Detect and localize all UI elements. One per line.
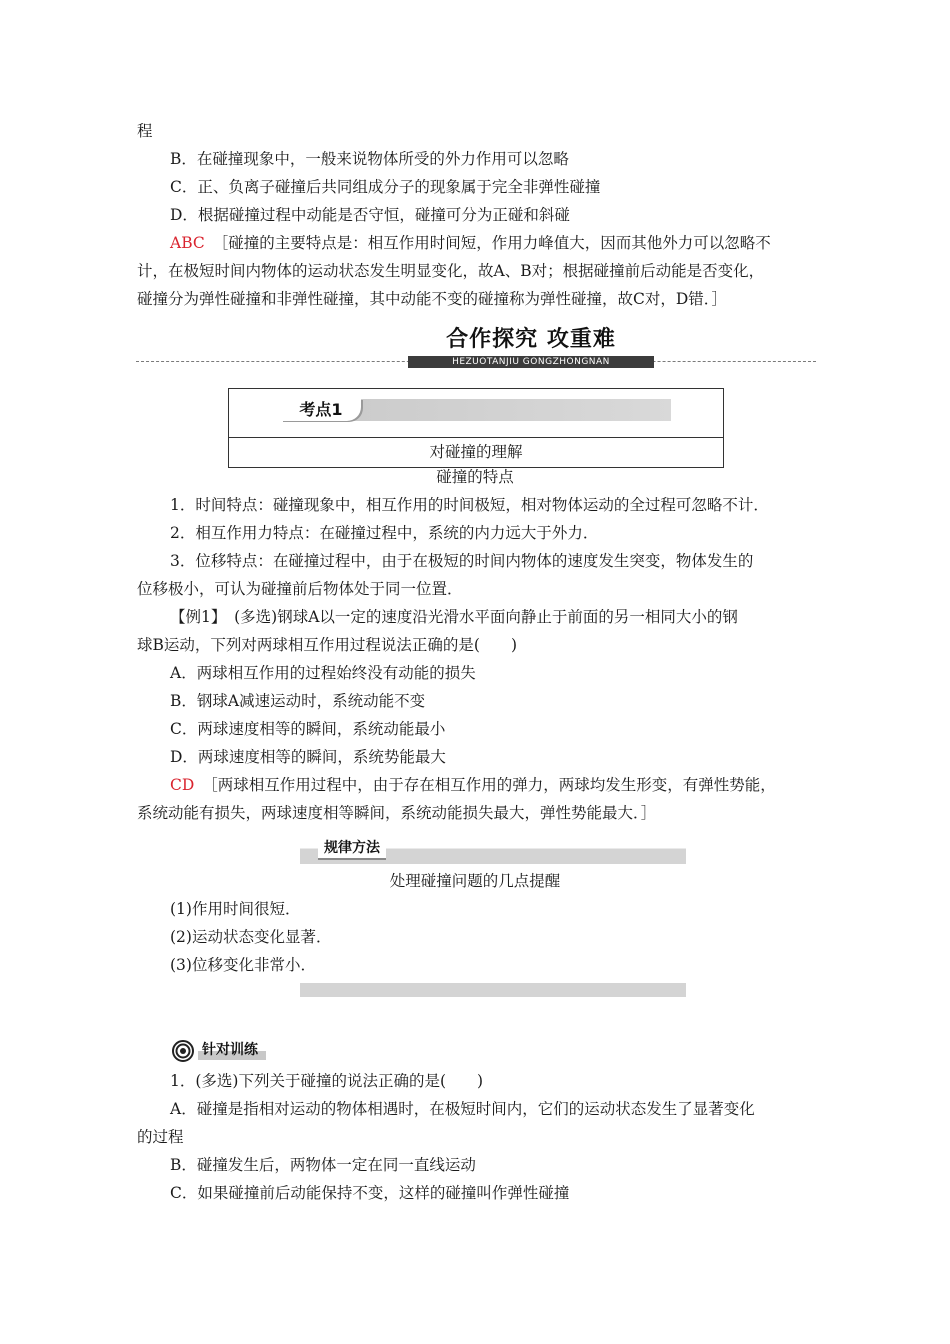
target-icon — [172, 1040, 194, 1062]
method-label: 规律方法 — [318, 838, 386, 860]
feature-item-1: 1．时间特点：碰撞现象中，相互作用的时间极短，相对物体运动的全过程可忽略不计． — [170, 496, 769, 514]
feature-item-3: 3．位移特点：在碰撞过程中，由于在极短的时间内物体的速度发生突变，物体发生的 — [170, 552, 754, 570]
example-option-b: B．钢球A减速运动时，系统动能不变 — [170, 692, 426, 710]
banner-title: 合作探究 攻重难 — [446, 327, 616, 352]
topic-label: 考点1 — [281, 399, 361, 421]
training-q1-option-c: C．如果碰撞前后动能保持不变，这样的碰撞叫作弹性碰撞 — [170, 1184, 570, 1202]
example-option-d: D．两球速度相等的瞬间，系统势能最大 — [170, 748, 446, 766]
answer-explanation-line-3: 碰撞分为弹性碰撞和非弹性碰撞，其中动能不变的碰撞称为弹性碰撞，故C对，D错．］ — [137, 290, 728, 308]
question-continuation: 程 — [137, 122, 153, 140]
example-answer-line-2: 系统动能有损失，两球速度相等瞬间，系统动能损失最大，弹性势能最大．］ — [137, 804, 657, 822]
option-b: B．在碰撞现象中，一般来说物体所受的外力作用可以忽略 — [170, 150, 569, 168]
example-stem-1: 【例1】 (多选)钢球A以一定的速度沿光滑水平面向静止于前面的另一相同大小的钢 — [170, 608, 738, 626]
training-q1-stem: 1．(多选)下列关于碰撞的说法正确的是( ) — [170, 1072, 484, 1090]
answer-explanation-line-1 — [170, 232, 771, 254]
example-option-c: C．两球速度相等的瞬间，系统动能最小 — [170, 720, 446, 738]
example-answer-line-1 — [170, 774, 776, 796]
section-banner — [136, 325, 816, 369]
example-answer-key: CD — [170, 776, 195, 794]
banner-subtitle: HEZUOTANJIU GONGZHONGNAN — [408, 356, 654, 368]
answer-explanation-line-2: 计，在极短时间内物体的运动状态发生明显变化，故A、B对；根据碰撞前后动能是否变化， — [137, 262, 765, 280]
option-d: D．根据碰撞过程中动能是否守恒，碰撞可分为正碰和斜碰 — [170, 206, 570, 224]
feature-item-3-cont: 位移极小，可认为碰撞前后物体处于同一位置． — [137, 580, 463, 598]
training-q1-option-a: A．碰撞是指相对运动的物体相遇时，在极短时间内，它们的运动状态发生了显著变化 — [170, 1100, 755, 1118]
method-point-2: (2)运动状态变化显著． — [170, 928, 332, 946]
topic-box — [228, 388, 724, 468]
method-title: 处理碰撞问题的几点提醒 — [389, 872, 561, 890]
topic-tab — [281, 399, 671, 421]
answer-key: ABC — [170, 234, 205, 252]
training-label: 针对训练 — [198, 1040, 266, 1060]
topic-title: 对碰撞的理解 — [429, 443, 523, 461]
example-option-a: A．两球相互作用的过程始终没有动能的损失 — [170, 664, 476, 682]
option-c: C．正、负离子碰撞后共同组成分子的现象属于完全非弹性碰撞 — [170, 178, 601, 196]
example-explanation: ［两球相互作用过程中，由于存在相互作用的弹力，两球均发生形变，有弹性势能， — [202, 776, 776, 794]
method-point-1: (1)作用时间很短． — [170, 900, 301, 918]
method-point-3: (3)位移变化非常小． — [170, 956, 316, 974]
training-q1-option-b: B．碰撞发生后，两物体一定在同一直线运动 — [170, 1156, 476, 1174]
banner-title-box — [408, 325, 654, 355]
feature-item-2: 2．相互作用力特点：在碰撞过程中，系统的内力远大于外力． — [170, 524, 599, 542]
method-bottom-bar — [300, 983, 686, 997]
method-bar — [300, 838, 686, 864]
training-q1-option-a-cont: 的过程 — [137, 1128, 184, 1146]
example-stem-2: 球B运动，下列对两球相互作用过程说法正确的是( ) — [137, 636, 517, 654]
explanation-text: ［碰撞的主要特点是：相互作用时间短，作用力峰值大，因而其他外力可以忽略不 — [212, 234, 771, 252]
training-badge — [172, 1038, 290, 1064]
features-heading: 碰撞的特点 — [436, 468, 514, 486]
